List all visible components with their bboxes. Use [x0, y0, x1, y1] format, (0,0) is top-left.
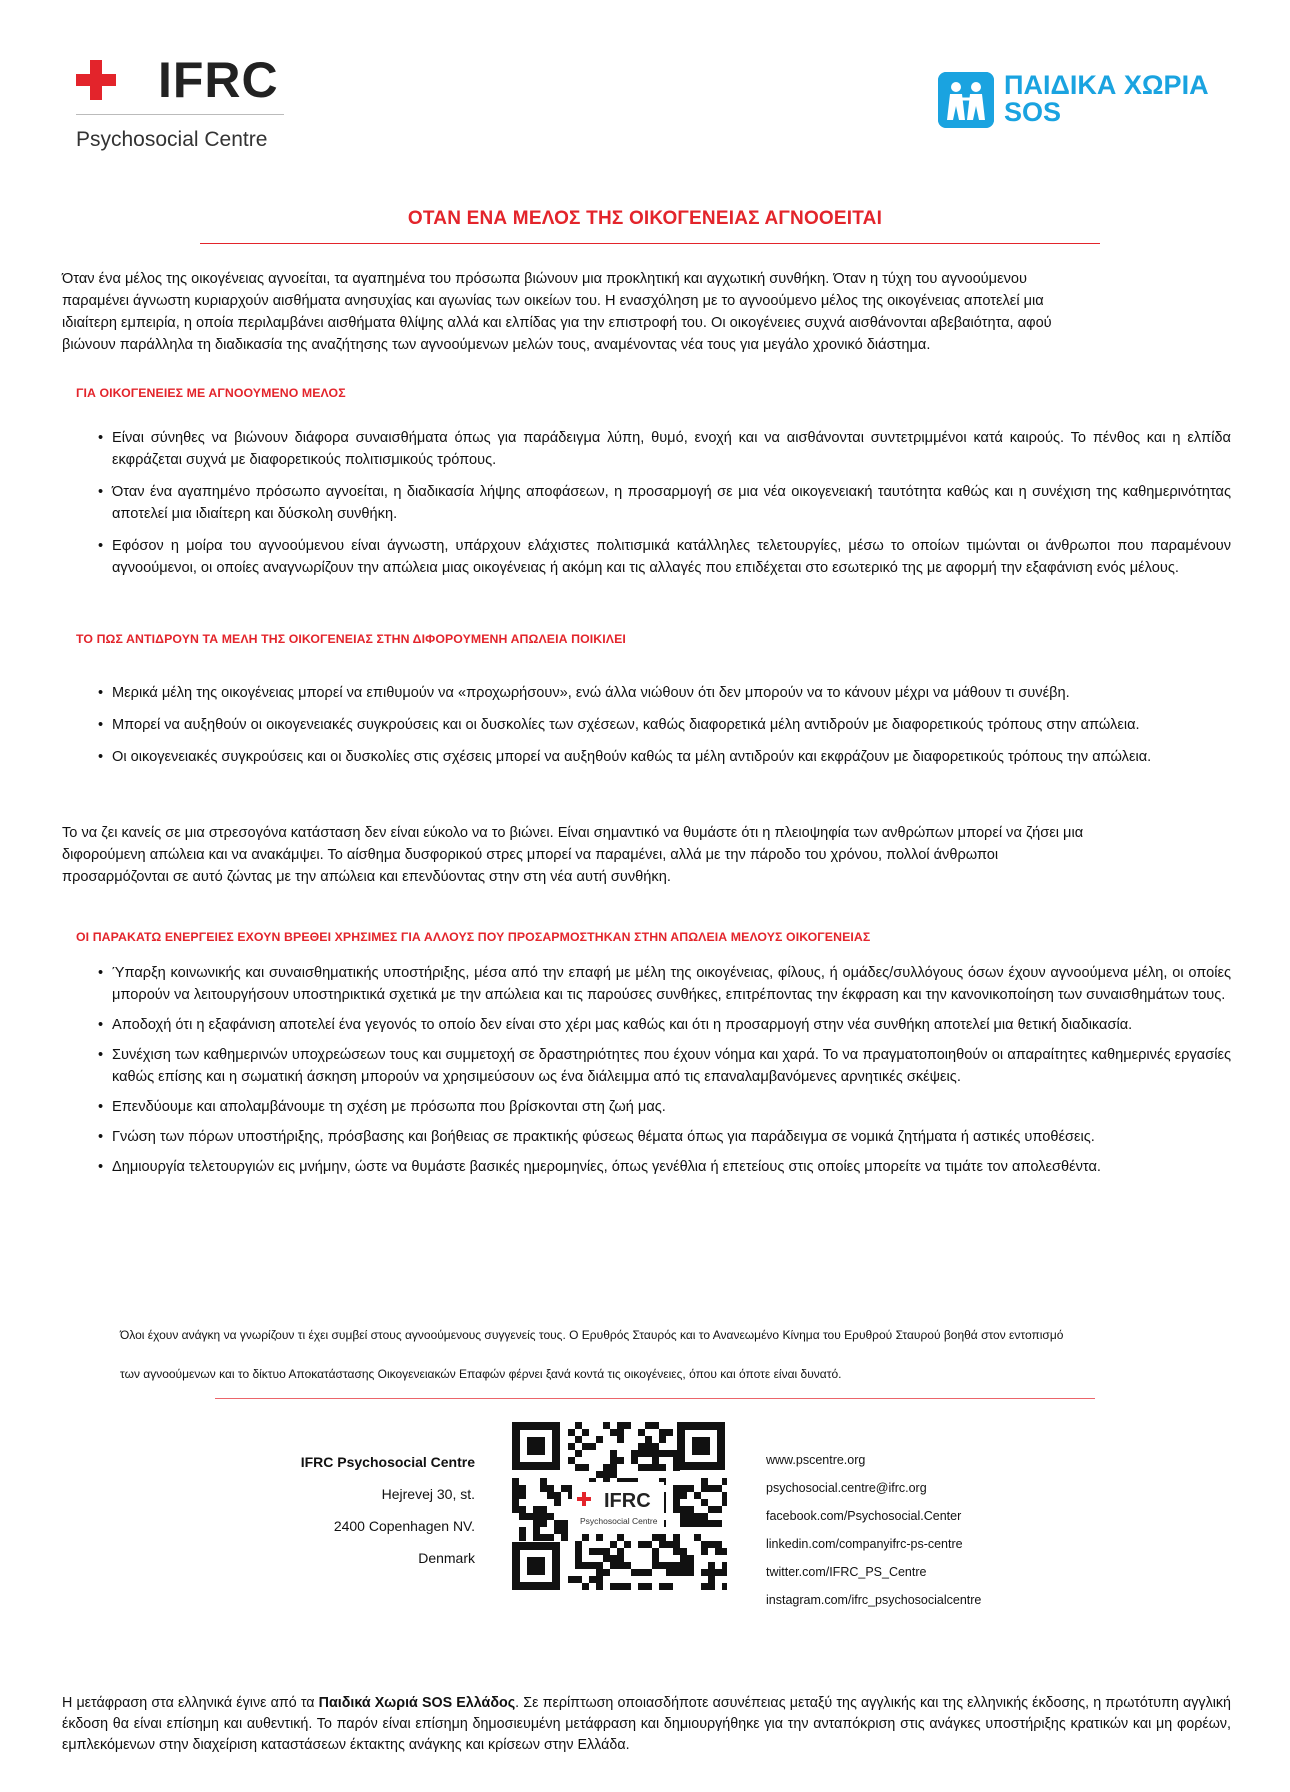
- qr-module: [652, 1422, 659, 1429]
- qr-module: [540, 1513, 547, 1520]
- list-item-text: Επενδύουμε και απολαμβάνουμε τη σχέση με πρόσωπα που βρίσκονται στη ζωή μας.: [112, 1099, 666, 1115]
- bullet-icon: •: [98, 1099, 104, 1115]
- qr-module: [596, 1583, 603, 1590]
- page-title: ΟΤΑΝ ΕΝΑ ΜΕΛΟΣ ΤΗΣ ΟΙΚΟΓΕΝΕΙΑΣ ΑΓΝΟΟΕΙΤΑΙ: [407, 208, 883, 229]
- qr-module: [610, 1555, 617, 1562]
- list-item-text: Μερικά μέλη της οικογένειας μπορεί να επιθυμούν να «προχωρήσουν», ενώ άλλα νιώθουν ότι δεν μπορούν να το κάνουν μέχρι να μάθουν τι συνέβη.: [112, 685, 1070, 701]
- qr-module: [652, 1534, 659, 1541]
- qr-module: [554, 1492, 561, 1499]
- list-item: [100, 962, 1231, 1006]
- qr-module: [708, 1562, 715, 1569]
- qr-module: [547, 1485, 554, 1492]
- list-item: [100, 1126, 1231, 1148]
- qr-module: [589, 1548, 596, 1555]
- qr-module: [673, 1541, 680, 1548]
- qr-module: [589, 1443, 596, 1450]
- qr-module: [575, 1422, 582, 1429]
- bullet-icon: •: [98, 685, 104, 701]
- qr-module: [575, 1450, 582, 1457]
- qr-module: [652, 1450, 659, 1457]
- qr-module: [610, 1583, 617, 1590]
- list-item-text: Συνέχιση των καθημερινών υποχρεώσεων τους και συμμετοχή σε δραστηριότητες που έχουν νόημα και χαρά. Το να πραγματοποιηθούν οι απαραίτητες καθημερινές εργασίες καθώς επίσης και η σωματική άσκηση μπορούν να χρησιμεύσουν ως ένα διάλειμμα από τις επαναλαμβανόμενες αρνητικές σκέψεις.: [112, 1047, 1231, 1085]
- qr-module: [715, 1506, 722, 1513]
- qr-module: [603, 1471, 610, 1478]
- qr-module: [659, 1429, 666, 1436]
- qr-module: [694, 1520, 701, 1527]
- qr-module: [610, 1450, 617, 1457]
- qr-module: [512, 1499, 519, 1506]
- qr-module: [603, 1422, 610, 1429]
- qr-module: [519, 1513, 526, 1520]
- qr-module: [666, 1569, 673, 1576]
- qr-module: [610, 1562, 617, 1569]
- bullet-icon: •: [98, 1017, 104, 1033]
- qr-module: [582, 1429, 589, 1436]
- qr-module: [687, 1562, 694, 1569]
- qr-module: [673, 1499, 680, 1506]
- qr-module: [631, 1450, 638, 1457]
- qr-module: [624, 1562, 631, 1569]
- list-item: [100, 1096, 1231, 1118]
- qr-module: [666, 1450, 673, 1457]
- list-item-text: Αποδοχή ότι η εξαφάνιση αποτελεί ένα γεγονός το οποίο δεν είναι στο χέρι μας καθώς και ότι η προσαρμογή στην νέα συνθήκη αποτελεί μια θετική διαδικασία.: [112, 1017, 1133, 1033]
- qr-module: [680, 1555, 687, 1562]
- qr-module: [575, 1541, 582, 1548]
- qr-module: [575, 1576, 582, 1583]
- intro-line: βιώνουν παράλληλα τη διαδικασία της αναζήτησης των αγνοούμενων μελών τους, αναμένοντας νέα τους για μεγάλο χρονικό διάστημα.: [62, 337, 931, 353]
- qr-module: [568, 1576, 575, 1583]
- qr-module: [673, 1506, 680, 1513]
- qr-module: [673, 1492, 680, 1499]
- translation-text: Η μετάφραση στα ελληνικά έγινε από τα: [62, 1695, 319, 1711]
- qr-module: [722, 1569, 727, 1576]
- qr-module: [652, 1457, 659, 1464]
- qr-module: [680, 1562, 687, 1569]
- qr-module: [687, 1485, 694, 1492]
- qr-module: [687, 1520, 694, 1527]
- qr-module: [617, 1555, 624, 1562]
- ifrc-wordmark: IFRC: [158, 52, 279, 108]
- qr-module: [701, 1478, 708, 1485]
- qr-module: [617, 1548, 624, 1555]
- contact-country: Denmark: [418, 1550, 475, 1566]
- qr-module: [701, 1583, 708, 1590]
- qr-module: [701, 1569, 708, 1576]
- qr-module: [547, 1513, 554, 1520]
- qr-module: [708, 1569, 715, 1576]
- qr-module: [533, 1506, 540, 1513]
- qr-module: [652, 1555, 659, 1562]
- qr-module: [722, 1583, 727, 1590]
- qr-module: [561, 1527, 568, 1534]
- qr-module: [701, 1548, 708, 1555]
- contact-links: [766, 1446, 981, 1614]
- qr-module: [547, 1534, 554, 1541]
- qr-module: [554, 1527, 561, 1534]
- qr-module: [666, 1562, 673, 1569]
- list-item: [100, 714, 1231, 736]
- qr-module: [715, 1520, 722, 1527]
- bullet-list: [100, 427, 1231, 579]
- qr-module: [512, 1492, 519, 1499]
- title-divider: [200, 243, 1100, 244]
- qr-module: [596, 1534, 603, 1541]
- intro-line: ιδιαίτερη εμπειρία, η οποία περιλαμβάνει αισθήματα θλίψης αλλά και ελπίδας για την επιστροφή του. Οι οικογένειες συχνά αισθάνονται αβεβαιότητα, αφού: [62, 315, 1052, 331]
- qr-module: [638, 1569, 645, 1576]
- qr-module: [673, 1562, 680, 1569]
- bullet-icon: •: [98, 538, 104, 554]
- qr-module: [596, 1562, 603, 1569]
- logo-divider: [76, 114, 284, 115]
- bullet-icon: •: [98, 965, 104, 981]
- paragraph-line: προσαρμόζονται σε αυτό ζώντας με την απώλεια και επενδύοντας στην στη νέα αυτή συνθήκη.: [62, 869, 671, 885]
- list-item-text: Ύπαρξη κοινωνικής και συναισθηματικής υποστήριξης, μέσα από την επαφή με μέλη της οικογένειας, φίλους, ή ομάδες/συλλόγους όσων έχουν αγνοούμενα μέλη, οι οποίες μπορούν να λειτουργήσουν υποστηρικτικά σχετικά με την απώλεια και τις παρούσες συνθήκες, επιτρέποντας την έκφραση και την κανονικοποίηση των συναισθημάτων τους.: [112, 965, 1231, 1003]
- qr-module: [701, 1541, 708, 1548]
- qr-module: [575, 1562, 582, 1569]
- qr-module: [680, 1548, 687, 1555]
- qr-module: [687, 1513, 694, 1520]
- contact-address: [301, 1446, 475, 1574]
- list-item-text: Εφόσον η μοίρα του αγνοούμενου είναι άγνωστη, υπάρχουν ελάχιστες πολιτισμικά κατάλληλες τελετουργίες, μέσω το οποίων τιμώνται οι άνθρωποι που παραμένουν αγνοούμενοι, οι οποίες αναγνωρίζουν την απώλεια μιας οικογένειας ή ακόμη και τις αλλαγές που επιδέχεται στο εσωτερικό της με αφορμή την εξαφάνιση ενός μέλους.: [112, 538, 1231, 576]
- list-item-text: Οι οικογενειακές συγκρούσεις και οι δυσκολίες στις σχέσεις μπορεί να αυξηθούν καθώς τα μέλη αντιδρούν και εκφράζουν με διαφορετικούς τρόπους την απώλεια.: [112, 749, 1152, 765]
- footer-note-line: Όλοι έχουν ανάγκη να γνωρίζουν τι έχει συμβεί στους αγνοούμενους συγγενείς τους. Ο Ερυθρός Σταυρός και το Ανανεωμένο Κίνημα του Ερυθρού Σταυρού βοηθά στον εντοπισμό: [120, 1328, 1064, 1342]
- qr-module: [645, 1583, 652, 1590]
- qr-module: [666, 1541, 673, 1548]
- intro-line: παραμένει άγνωστη κυριαρχούν αισθήματα ανησυχίας και αγωνίας των οικείων του. Η ενασχόληση με το αγνοούμενο μέλος της οικογένειας αποτελεί μια: [62, 293, 1044, 309]
- qr-module: [617, 1562, 624, 1569]
- qr-module: [582, 1534, 589, 1541]
- qr-module: [603, 1555, 610, 1562]
- contact-city: 2400 Copenhagen NV.: [333, 1518, 475, 1534]
- list-item-text: Μπορεί να αυξηθούν οι οικογενειακές συγκρούσεις και οι δυσκολίες των σχέσεων, καθώς διαφορετικά μέλη αντιδρούν με διαφορετικούς τρόπους στην απώλεια.: [112, 717, 1140, 733]
- qr-module: [582, 1464, 589, 1471]
- qr-module: [708, 1485, 715, 1492]
- section-heading: ΤΟ ΠΩΣ ΑΝΤΙΔΡΟΥΝ ΤΑ ΜΕΛΗ ΤΗΣ ΟΙΚΟΓΕΝΕΙΑΣ ΣΤΗΝ ΔΙΦΟΡΟΥΜΕΝΗ ΑΠΩΛΕΙΑ ΠΟΙΚΙΛΕΙ: [76, 632, 626, 646]
- qr-module: [659, 1541, 666, 1548]
- qr-module: [701, 1485, 708, 1492]
- qr-module: [638, 1583, 645, 1590]
- qr-module: [617, 1429, 624, 1436]
- qr-module: [680, 1513, 687, 1520]
- qr-module: [645, 1422, 652, 1429]
- qr-module: [694, 1513, 701, 1520]
- qr-module: [617, 1422, 624, 1429]
- qr-module: [722, 1492, 727, 1499]
- qr-module: [519, 1534, 526, 1541]
- footer-note: [120, 1316, 1200, 1394]
- qr-module: [575, 1436, 582, 1443]
- qr-module: [512, 1485, 519, 1492]
- middle-paragraph: [62, 822, 1231, 888]
- list-item-text: Όταν ένα αγαπημένο πρόσωπο αγνοείται, η διαδικασία λήψης αποφάσεων, η προσαρμογή σε μια νέα οικογενειακή ταυτότητα καθώς και η συνέχιση της καθημερινότητας αποτελεί μια ιδιαίτερη και δύσκολη συνθήκη.: [112, 484, 1231, 522]
- qr-module: [610, 1471, 617, 1478]
- paragraph-line: Το να ζει κανείς σε μια στρεσογόνα κατάσταση δεν είναι εύκολο να το βιώνει. Είναι σημαντικό να θυμάστε ότι η πλειοψηφία των ανθρώπων μπορεί να ζήσει μια: [62, 825, 1084, 841]
- list-item: [100, 427, 1231, 471]
- list-item: [100, 481, 1231, 525]
- list-item: [100, 1044, 1231, 1088]
- link-website[interactable]: www.pscentre.org: [766, 1453, 866, 1467]
- qr-module: [561, 1534, 568, 1541]
- qr-module: [652, 1562, 659, 1569]
- qr-module: [561, 1520, 568, 1527]
- qr-module: [666, 1429, 673, 1436]
- translation-text: . Σε περίπτωση οποιασδήποτε ασυνέπειας μεταξύ της αγγλικής και της ελληνικής έκδοσης, η πρωτότυπη αγγλική έκδοση θα είναι επίσημη και αυθεντική. Το παρόν είναι επίσημη δημοσιευμένη μετάφραση και δημιουργήθηκε για την ανταπόκριση στις ανάγκες υποστήριξης κρατικών και μη φορέων, εμπλεκόμενων στην διαχείριση καταστάσεων έκτακτης ανάγκης και κρίσεων στην Ελλάδα.: [62, 1695, 1232, 1753]
- qr-module: [694, 1492, 701, 1499]
- qr-module: [568, 1443, 575, 1450]
- qr-module: [617, 1436, 624, 1443]
- qr-module: [533, 1534, 540, 1541]
- section-heading: ΓΙΑ ΟΙΚΟΓΕΝΕΙΕΣ ΜΕ ΑΓΝΟΟΥΜΕΝΟ ΜΕΛΟΣ: [76, 386, 346, 400]
- link-twitter[interactable]: twitter.com/IFRC_PS_Centre: [766, 1565, 927, 1579]
- qr-module: [645, 1569, 652, 1576]
- qr-module: [659, 1436, 666, 1443]
- list-item-text: Είναι σύνηθες να βιώνουν διάφορα συναισθήματα όπως για παράδειγμα λύπη, θυμό, ενοχή και να αισθάνονται συντετριμμένοι κατά καιρούς. Το πένθος και η ελπίδα εκφράζεται συχνά με διαφορετικούς πολιτισμικούς τρόπους.: [112, 430, 1231, 468]
- qr-module: [722, 1478, 727, 1485]
- paragraph-line: διφορούμενη απώλεια και να ανακάμψει. Το αίσθημα δυσφορικού στρες μπορεί να παραμένει, αλλά με την πάροδο του χρόνου, πολλοί άνθρωποι: [62, 847, 999, 863]
- qr-module: [652, 1443, 659, 1450]
- qr-module: [715, 1548, 722, 1555]
- intro-paragraph: [62, 268, 1231, 356]
- qr-module: [638, 1464, 645, 1471]
- qr-module: [568, 1457, 575, 1464]
- qr-module: [708, 1506, 715, 1513]
- qr-module: [645, 1464, 652, 1471]
- qr-module: [589, 1576, 596, 1583]
- qr-module: [659, 1534, 666, 1541]
- qr-module: [519, 1506, 526, 1513]
- qr-module: [519, 1485, 526, 1492]
- qr-module: [680, 1492, 687, 1499]
- qr-module: [596, 1471, 603, 1478]
- list-item: [100, 1014, 1231, 1036]
- list-item: [100, 1156, 1231, 1178]
- bullet-icon: •: [98, 749, 104, 765]
- qr-module: [694, 1534, 701, 1541]
- qr-module: [575, 1555, 582, 1562]
- qr-module: [680, 1520, 687, 1527]
- qr-module: [568, 1429, 575, 1436]
- qr-code[interactable]: [510, 1420, 727, 1592]
- qr-module: [680, 1485, 687, 1492]
- qr-module: [610, 1464, 617, 1471]
- qr-module: [540, 1506, 547, 1513]
- qr-module: [673, 1534, 680, 1541]
- link-facebook[interactable]: facebook.com/Psychosocial.Center: [766, 1509, 962, 1523]
- qr-module: [708, 1583, 715, 1590]
- qr-module: [652, 1464, 659, 1471]
- bullet-icon: •: [98, 484, 104, 500]
- qr-module: [575, 1548, 582, 1555]
- qr-module: [533, 1520, 540, 1527]
- bullet-icon: •: [98, 1159, 104, 1175]
- qr-module: [624, 1541, 631, 1548]
- footer-divider: [215, 1398, 1095, 1399]
- qr-module: [617, 1457, 624, 1464]
- qr-module: [715, 1569, 722, 1576]
- qr-module: [554, 1520, 561, 1527]
- qr-module: [540, 1478, 547, 1485]
- qr-module: [638, 1429, 645, 1436]
- bullet-icon: •: [98, 1129, 104, 1145]
- red-cross-icon: [76, 60, 116, 100]
- qr-module: [638, 1443, 645, 1450]
- qr-module: [722, 1562, 727, 1569]
- qr-module: [596, 1576, 603, 1583]
- list-item-text: Γνώση των πόρων υποστήριξης, πρόσβασης και βοήθειας σε πρακτικής φύσεως θέματα όπως για παράδειγμα σε νομικά ζητήματα ή αστικές υποθέσεις.: [112, 1129, 1095, 1145]
- qr-module: [659, 1562, 666, 1569]
- qr-module: [659, 1450, 666, 1457]
- qr-module: [617, 1583, 624, 1590]
- sos-wordmark: [1004, 72, 1209, 126]
- qr-module: [519, 1492, 526, 1499]
- sos-logo: [938, 72, 1228, 128]
- qr-module: [701, 1513, 708, 1520]
- qr-module: [638, 1450, 645, 1457]
- sos-children-icon: [938, 72, 994, 128]
- qr-module: [645, 1450, 652, 1457]
- translation-note: [62, 1693, 1231, 1756]
- qr-module: [603, 1464, 610, 1471]
- footer-note-line: των αγνοούμενων και το δίκτυο Αποκατάστασης Οικογενειακών Επαφών φέρνει ξανά κοντά τις οικογένειες, όπου και όποτε είναι δυνατό.: [120, 1367, 842, 1381]
- qr-module: [624, 1583, 631, 1590]
- list-item: [100, 682, 1231, 704]
- qr-module: [687, 1569, 694, 1576]
- qr-module: [533, 1513, 540, 1520]
- qr-module: [533, 1527, 540, 1534]
- sos-line1: ΠΑΙΔΙΚΑ ΧΩΡΙΑ: [1004, 70, 1209, 100]
- qr-module: [512, 1478, 519, 1485]
- red-crescent-icon: [122, 58, 152, 102]
- qr-module: [596, 1436, 603, 1443]
- qr-module: [701, 1499, 708, 1506]
- qr-module: [708, 1520, 715, 1527]
- qr-module: [526, 1513, 533, 1520]
- qr-module: [596, 1548, 603, 1555]
- qr-module: [638, 1541, 645, 1548]
- qr-module: [687, 1506, 694, 1513]
- qr-module: [722, 1548, 727, 1555]
- bullet-icon: •: [98, 717, 104, 733]
- link-linkedin[interactable]: linkedin.com/companyifrc-ps-centre: [766, 1537, 963, 1551]
- contact-org: IFRC Psychosocial Centre: [300, 1454, 475, 1470]
- qr-module: [540, 1520, 547, 1527]
- qr-module: [610, 1457, 617, 1464]
- qr-module: [645, 1541, 652, 1548]
- qr-module: [575, 1464, 582, 1471]
- ifrc-logo: [76, 52, 288, 152]
- bullet-list: [100, 682, 1231, 768]
- qr-module: [673, 1548, 680, 1555]
- sos-line2: SOS: [1004, 97, 1062, 127]
- list-item-text: Δημιουργία τελετουργιών εις μνήμην, ώστε να θυμάστε βασικές ημερομηνίες, όπως γενέθλια ή επετείους στις οποίες μπορείτε να τιμάτε τον απολεσθέντα.: [112, 1159, 1101, 1175]
- intro-line: Όταν ένα μέλος της οικογένειας αγνοείται, τα αγαπημένα του πρόσωπα βιώνουν μια προκλητική και αγχωτική συνθήκη. Όταν η τύχη του αγνοούμενου: [62, 271, 1027, 287]
- list-item: [100, 746, 1231, 768]
- qr-module: [673, 1485, 680, 1492]
- qr-module: [673, 1569, 680, 1576]
- bullet-icon: •: [98, 1047, 104, 1063]
- qr-module: [715, 1541, 722, 1548]
- qr-module: [659, 1583, 666, 1590]
- translation-organisation: Παιδικά Χωριά SOS Ελλάδος: [318, 1695, 516, 1711]
- bullet-list: [100, 962, 1231, 1178]
- qr-module: [582, 1443, 589, 1450]
- qr-module: [582, 1562, 589, 1569]
- qr-module: [680, 1569, 687, 1576]
- qr-module: [645, 1436, 652, 1443]
- qr-logo-word: IFRC: [604, 1490, 651, 1512]
- qr-module: [547, 1492, 554, 1499]
- link-email[interactable]: psychosocial.centre@ifrc.org: [766, 1481, 927, 1495]
- qr-module: [687, 1555, 694, 1562]
- qr-module: [631, 1569, 638, 1576]
- qr-module: [610, 1541, 617, 1548]
- qr-module: [708, 1541, 715, 1548]
- qr-module: [715, 1485, 722, 1492]
- qr-module: [603, 1569, 610, 1576]
- qr-module: [610, 1429, 617, 1436]
- link-instagram[interactable]: instagram.com/ifrc_psychosocialcentre: [766, 1593, 982, 1607]
- qr-module: [659, 1464, 666, 1471]
- qr-module: [680, 1506, 687, 1513]
- qr-module: [617, 1534, 624, 1541]
- qr-module: [624, 1422, 631, 1429]
- qr-module: [596, 1569, 603, 1576]
- ifrc-subtitle: Psychosocial Centre: [76, 128, 268, 151]
- qr-logo-subtitle: Psychosocial Centre: [580, 1516, 658, 1526]
- qr-module: [666, 1583, 673, 1590]
- qr-module: [554, 1499, 561, 1506]
- qr-module: [512, 1506, 519, 1513]
- qr-module: [652, 1548, 659, 1555]
- contact-street: Hejrevej 30, st.: [381, 1486, 475, 1502]
- bullet-icon: •: [98, 430, 104, 446]
- qr-module: [722, 1499, 727, 1506]
- qr-module: [519, 1527, 526, 1534]
- qr-module: [708, 1576, 715, 1583]
- section-heading: ΟΙ ΠΑΡΑΚΑΤΩ ΕΝΕΡΓΕΙΕΣ ΕΧΟΥΝ ΒΡΕΘΕΙ ΧΡΗΣΙΜΕΣ ΓΙΑ ΑΛΛΟΥΣ ΠΟΥ ΠΡΟΣΑΡΜΟΣΤΗΚΑΝ ΣΤΗΝ ΑΠΩΛΕΙΑ ΜΕΛΟΥΣ ΟΙΚΟΓΕΝΕΙΑΣ: [76, 930, 871, 944]
- qr-module: [540, 1485, 547, 1492]
- qr-module: [631, 1457, 638, 1464]
- qr-module: [701, 1520, 708, 1527]
- list-item: [100, 535, 1231, 579]
- qr-module: [645, 1443, 652, 1450]
- qr-module: [603, 1548, 610, 1555]
- qr-module: [561, 1485, 568, 1492]
- qr-module: [540, 1534, 547, 1541]
- qr-module: [582, 1583, 589, 1590]
- qr-module: [589, 1562, 596, 1569]
